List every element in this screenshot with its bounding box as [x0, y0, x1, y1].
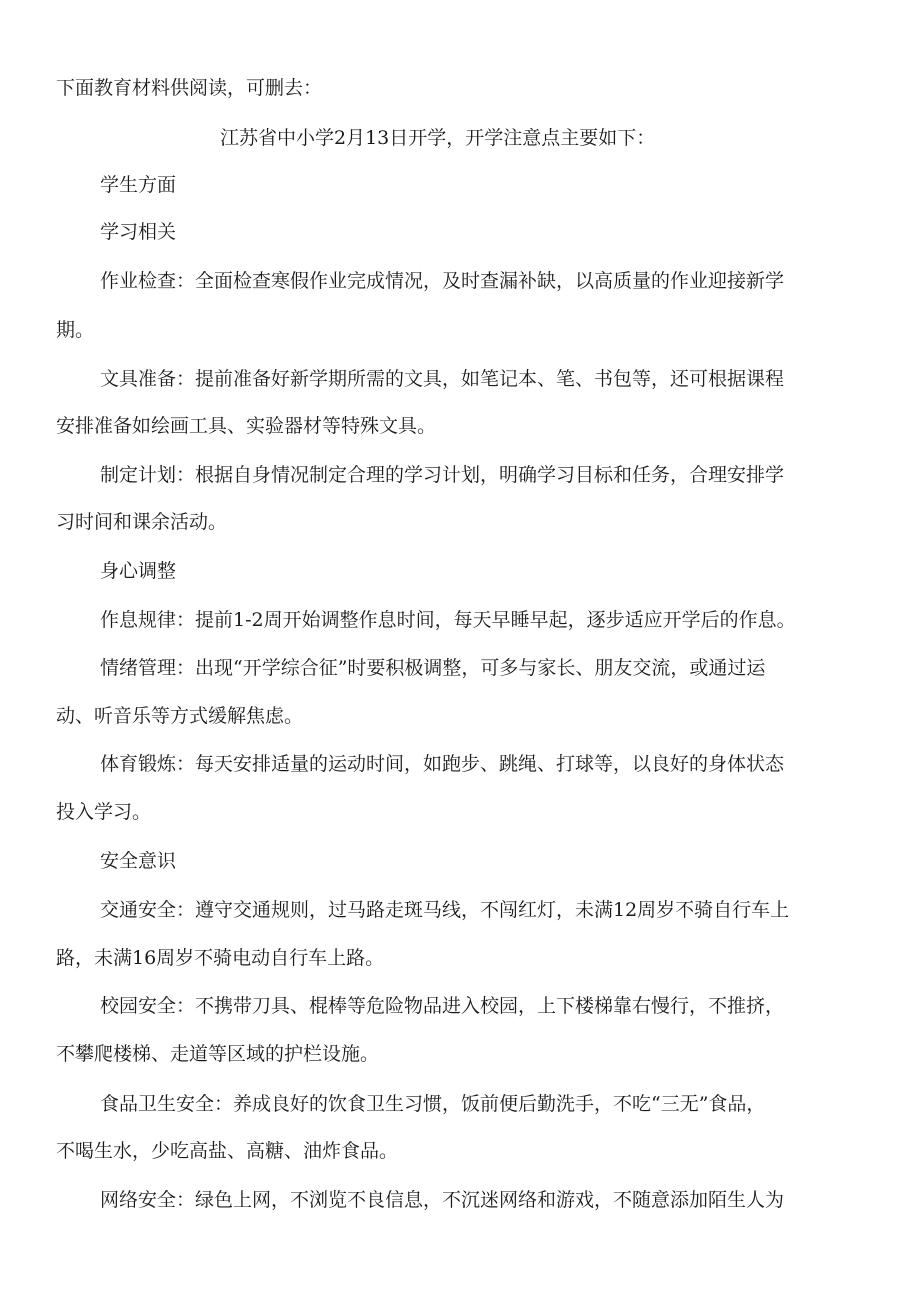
- paragraph-traffic-line2: 路，未满16周岁不骑电动自行车上路。: [56, 947, 385, 969]
- paragraph-plan-line1: 制定计划：根据自身情况制定合理的学习计划，明确学习目标和任务，合理安排学: [100, 464, 785, 486]
- intro-text: 下面教育材料供阅读，可删去：: [56, 77, 323, 99]
- document-title: 江苏省中小学2月13日开学，开学注意点主要如下：: [220, 127, 656, 149]
- section-heading-mind: 身心调整: [100, 560, 177, 582]
- section-heading-student: 学生方面: [100, 174, 177, 196]
- paragraph-plan-line2: 习时间和课余活动。: [56, 511, 228, 533]
- paragraph-traffic-line1: 交通安全：遵守交通规则，过马路走斑马线，不闯红灯，未满12周岁不骑自行车上: [100, 899, 790, 921]
- paragraph-homework-line1: 作业检查：全面检查寒假作业完成情况，及时查漏补缺，以高质量的作业迎接新学: [100, 270, 785, 292]
- paragraph-emotion-line1: 情绪管理：出现“开学综合征”时要积极调整，可多与家长、朋友交流，或通过运: [100, 657, 766, 679]
- paragraph-food-line2: 不喝生水，少吃高盐、高糖、油炸食品。: [56, 1140, 399, 1162]
- paragraph-stationery-line2: 安排准备如绘画工具、实验器材等特殊文具。: [56, 415, 437, 437]
- paragraph-stationery-line1: 文具准备：提前准备好新学期所需的文具，如笔记本、笔、书包等，还可根据课程: [100, 368, 785, 390]
- section-heading-study: 学习相关: [100, 221, 177, 243]
- paragraph-campus-line1: 校园安全：不携带刀具、棍棒等危险物品进入校园，上下楼梯靠右慢行，不推挤，: [100, 995, 785, 1017]
- paragraph-campus-line2: 不攀爬楼梯、走道等区域的护栏设施。: [56, 1043, 380, 1065]
- section-heading-safety: 安全意识: [100, 850, 177, 872]
- paragraph-routine-line1: 作息规律：提前1-2周开始调整作息时间，每天早睡早起，逐步适应开学后的作息。: [100, 609, 796, 631]
- paragraph-emotion-line2: 动、听音乐等方式缓解焦虑。: [56, 705, 304, 727]
- paragraph-food-line1: 食品卫生安全：养成良好的饮食卫生习惯，饭前便后勤洗手，不吃“三无”食品，: [100, 1093, 766, 1115]
- paragraph-sport-line2: 投入学习。: [56, 801, 152, 823]
- paragraph-sport-line1: 体育锻炼：每天安排适量的运动时间，如跑步、跳绳、打球等，以良好的身体状态: [100, 753, 785, 775]
- paragraph-homework-line2: 期。: [56, 319, 95, 341]
- paragraph-network-line1: 网络安全：绿色上网，不浏览不良信息，不沉迷网络和游戏，不随意添加陌生人为: [100, 1189, 785, 1211]
